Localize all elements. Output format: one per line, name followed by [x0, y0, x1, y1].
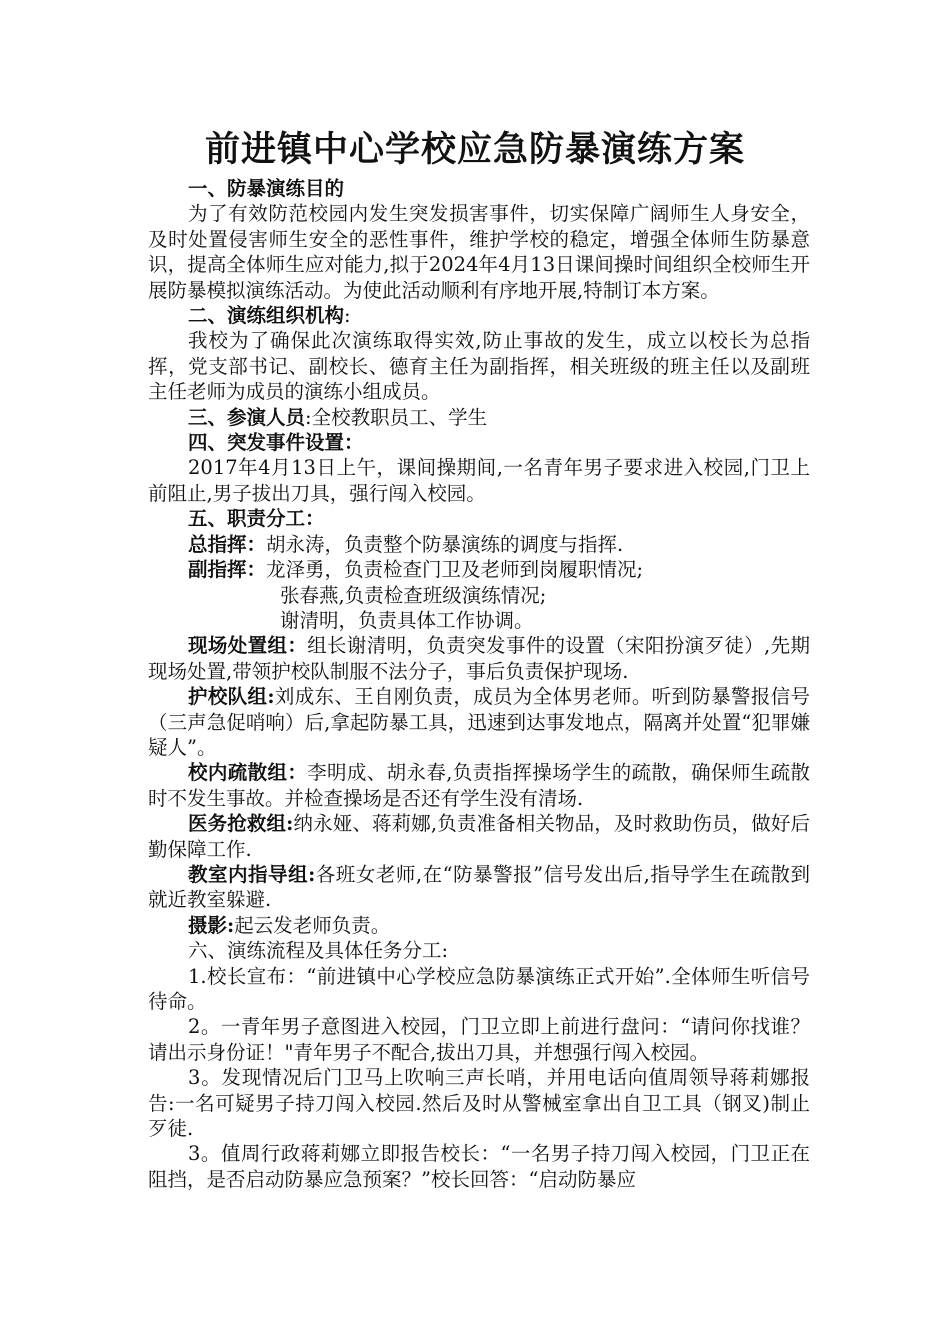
section-5-heading: 五、职责分工：: [188, 507, 325, 531]
deputy-commander-text-3: 谢清明，负责具体工作协调。: [280, 608, 534, 632]
section-1-body: 为了有效防范校园内发生突发损害事件，切实保障广阔师生人身安全，及时处置侵害师生安全的恶性事件，维护学校的稳定，增强全体师生防暴意识，提高全体师生应对能力,拟于2024年4月13日课间操时间组织全校师生开展防暴模拟演练活动。为使此活动顺利有序地开展,特制订本方案。: [148, 202, 810, 302]
step-3b: 3。值周行政蒋莉娜立即报告校长：“一名男子持刀闯入校园，门卫正在阻挡，是否启动防暴应急预案？”校长回答：“启动防暴应: [148, 1142, 810, 1191]
group-classroom-label: 教室内指导组:: [188, 862, 316, 886]
group-photo: [148, 913, 810, 938]
section-3-line: [148, 405, 810, 430]
group-onsite: [148, 633, 810, 684]
group-classroom-text: 各班女老师,在“防暴警报”信号发出后,指导学生在疏散到就近教室躲避.: [148, 862, 810, 912]
group-photo-text: 起云发老师负责。: [234, 913, 391, 937]
section-6-heading: 六、演练流程及具体任务分工:: [188, 939, 449, 963]
group-photo-label: 摄影:: [188, 913, 235, 937]
group-onsite-text: 组长谢清明，负责突发事件的设置（宋阳扮演歹徒）,先期现场处置,带领护校队制服不法分子，事后负责保护现场.: [148, 634, 810, 683]
group-classroom: [148, 862, 810, 913]
document-body: [148, 176, 810, 1192]
section-2-colon: :: [344, 304, 351, 328]
group-medical-label: 医务抢救组:: [188, 812, 294, 836]
group-onsite-label: 现场处置组：: [188, 634, 308, 658]
group-guard-label: 护校队组:: [188, 685, 275, 709]
section-2-heading: 二、演练组织机构: [188, 304, 345, 328]
section-3-text: :全校教职员工、学生: [305, 405, 488, 429]
group-medical-text: 纳永娅、蒋莉娜,负责准备相关物品，及时救助伤员，做好后勤保障工作.: [148, 812, 810, 861]
chief-commander-line: [148, 532, 810, 557]
step-1: 1.校长宣布：“前进镇中心学校应急防暴演练正式开始”.全体师生听信号待命。: [148, 964, 810, 1013]
deputy-commander-line: [148, 557, 810, 582]
step-2: 2。一青年男子意图进入校园，门卫立即上前进行盘问：“请问你找谁？请出示身份证！"青年男子不配合,拔出刀具，并想强行闯入校园。: [148, 1015, 810, 1064]
group-guard-text: 刘成东、王自刚负责，成员为全体男老师。听到防暴警报信号（三声急促哨响）后,拿起防暴工具，迅速到达事发地点，隔离并处置“犯罪嫌疑人”。: [148, 685, 810, 759]
step-3: 3。发现情况后门卫马上吹响三声长哨，并用电话向值周领导蒋莉娜报告:一名可疑男子持刀闯入校园.然后及时从警械室拿出自卫工具（钢叉)制止歹徒.: [148, 1066, 810, 1141]
document-title: 前进镇中心学校应急防暴演练方案: [204, 129, 745, 170]
group-evacuation-text: 李明成、胡永春,负责指挥操场学生的疏散，确保师生疏散时不发生事故。并检查操场是否还有学生没有清场.: [148, 761, 810, 810]
chief-commander-text: 胡永涛，负责整个防暴演练的调度与指挥.: [266, 532, 624, 556]
section-1-heading: 一、防暴演练目的: [188, 177, 345, 200]
group-evacuation-label: 校内疏散组：: [188, 761, 308, 785]
section-3-heading: 三、参演人员: [188, 405, 306, 429]
chief-commander-label: 总指挥：: [188, 532, 267, 556]
deputy-commander-text-1: 龙泽勇，负责检查门卫及老师到岗履职情况;: [266, 558, 644, 582]
deputy-commander-label: 副指挥：: [188, 558, 267, 582]
section-2-heading-line: [148, 303, 810, 328]
group-medical: [148, 811, 810, 862]
section-4-body: 2017年4月13日上午，课间操期间,一名青年男子要求进入校园,门卫上前阻止,男子拔出刀具，强行闯入校园。: [148, 456, 810, 505]
section-2-body: 我校为了确保此次演练取得实效,防止事故的发生，成立以校长为总指挥，党支部书记、副校长、德育主任为副指挥，相关班级的班主任以及副班主任老师为成员的演练小组成员。: [148, 329, 810, 404]
section-4-heading: 四、突发事件设置：: [188, 431, 364, 455]
group-evacuation: [148, 760, 810, 811]
group-guard: [148, 684, 810, 760]
deputy-commander-text-2: 张春燕,负责检查班级演练情况;: [280, 583, 547, 607]
